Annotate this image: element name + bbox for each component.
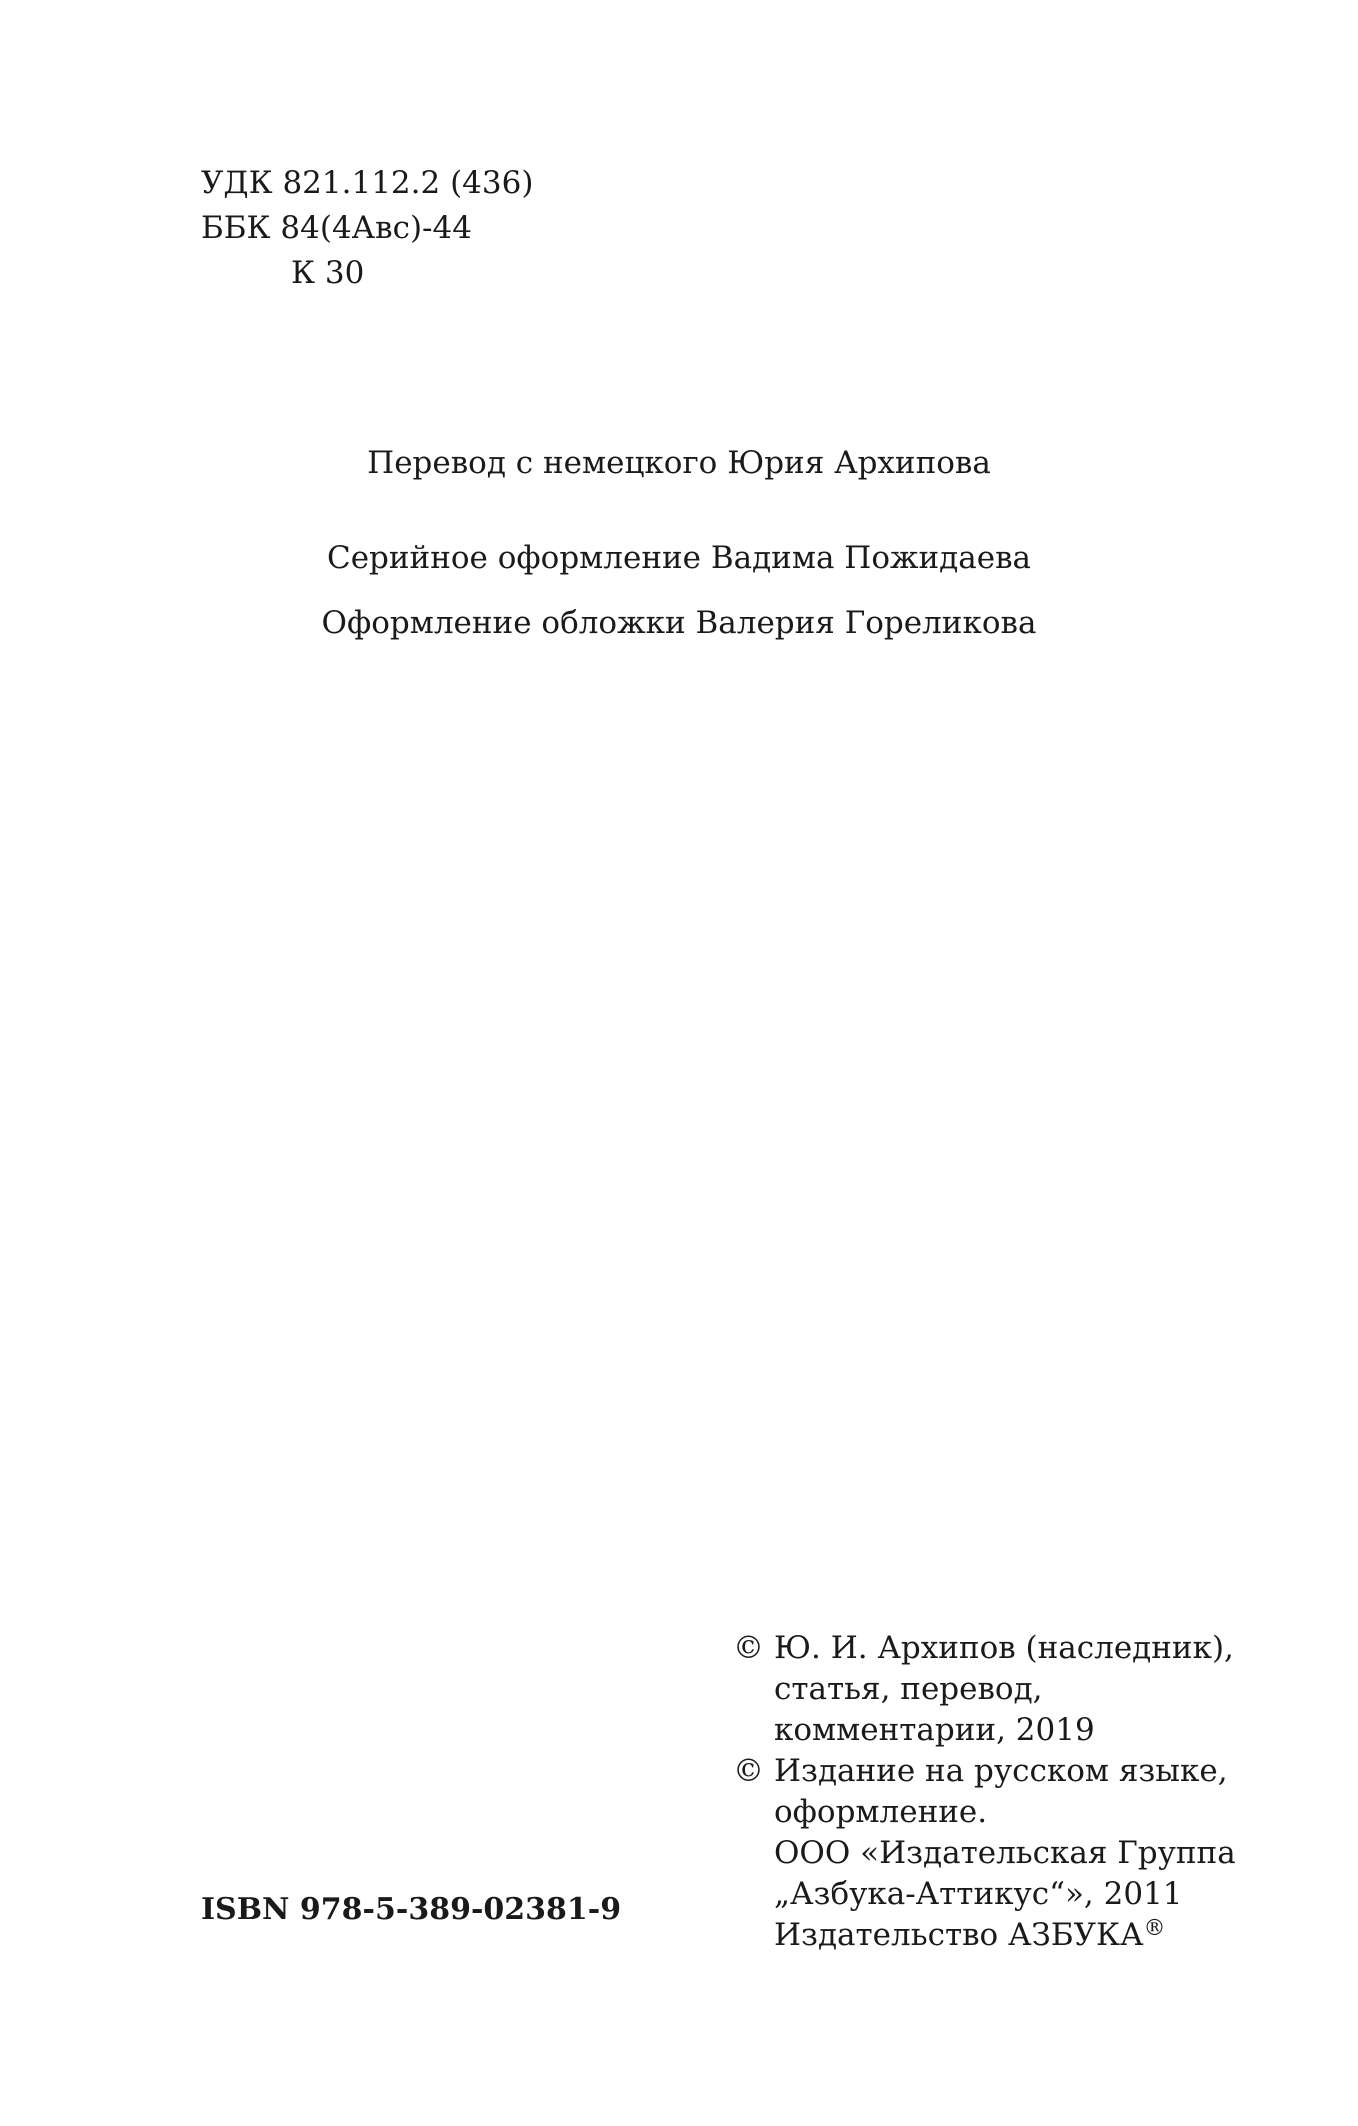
bbk-code: ББК 84(4Авс)-44 (201, 210, 472, 246)
author-mark: К 30 (291, 255, 365, 291)
registered-trademark-icon: ® (1143, 1916, 1166, 1941)
series-design-credit: Серийное оформление Вадима Пожидаева (326, 540, 1032, 576)
copyright-line: комментарии, 2019 (774, 1712, 1095, 1748)
copyright-line: Издание на русском языке, (774, 1753, 1228, 1789)
isbn: ISBN 978-5-389-02381-9 (201, 1892, 622, 1927)
translation-credit: Перевод с немецкого Юрия Архипова (367, 445, 991, 481)
copyright-line: Ю. И. Архипов (наследник), (774, 1630, 1234, 1666)
copyright-symbol-2: © (733, 1753, 764, 1789)
publisher-line (774, 1915, 1166, 1955)
copyright-line: „Азбука-Аттикус“», 2011 (774, 1876, 1183, 1912)
copyright-line: ООО «Издательская Группа (774, 1835, 1236, 1871)
udk-code: УДК 821.112.2 (436) (201, 165, 534, 201)
cover-design-credit: Оформление обложки Валерия Гореликова (321, 605, 1037, 641)
copyright-line: оформление. (774, 1794, 988, 1830)
copyright-symbol-1: © (733, 1630, 764, 1666)
copyright-line: статья, перевод, (774, 1671, 1043, 1707)
publisher-name: Издательство АЗБУКА (774, 1917, 1144, 1953)
